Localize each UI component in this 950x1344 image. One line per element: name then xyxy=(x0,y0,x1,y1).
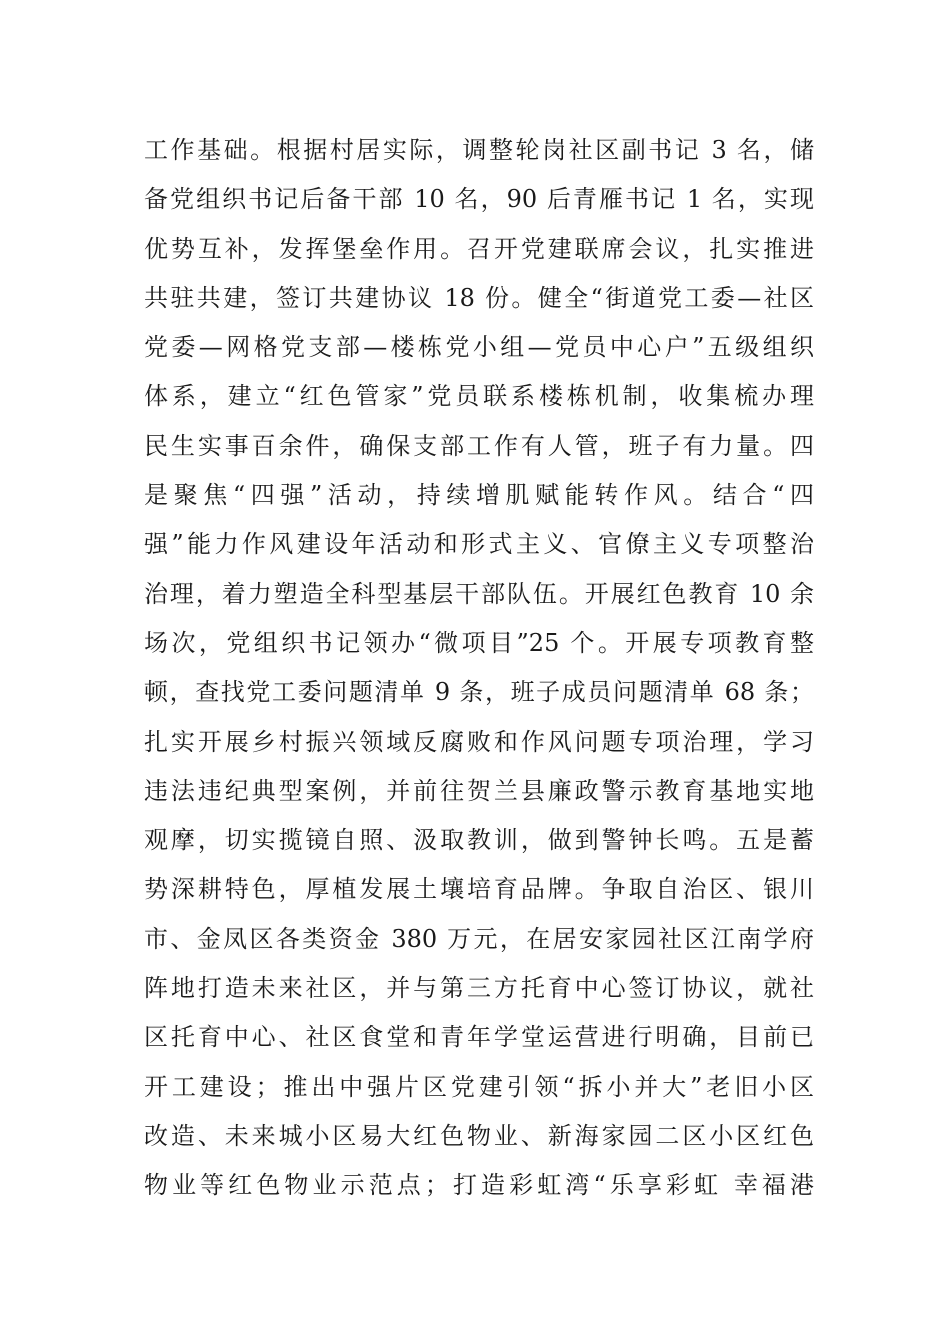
text-line: 改造、未来城小区易大红色物业、新海家园二区小区红色 xyxy=(144,1121,814,1150)
text-line: 扎实开展乡村振兴领域反腐败和作风问题专项治理，学习 xyxy=(144,727,814,756)
text-line: 备党组织书记后备干部 10 名，90 后青雁书记 1 名，实现 xyxy=(144,185,814,214)
text-line: 共驻共建，签订共建协议 18 份。健全“街道党工委—社区 xyxy=(144,283,814,312)
text-line: 工作基础。根据村居实际，调整轮岗社区副书记 3 名，储 xyxy=(144,136,814,164)
text-line: 市、金凤区各类资金 380 万元，在居安家园社区江南学府 xyxy=(144,924,814,953)
text-line: 势深耕特色，厚植发展土壤培育品牌。争取自治区、银川 xyxy=(144,875,814,904)
text-line: 违法违纪典型案例，并前往贺兰县廉政警示教育基地实地 xyxy=(144,776,814,805)
text-line: 强”能力作风建设年活动和形式主义、官僚主义专项整治 xyxy=(144,530,814,559)
text-line: 场次，党组织书记领办“微项目”25 个。开展专项教育整 xyxy=(144,628,814,657)
text-line: 优势互补，发挥堡垒作用。召开党建联席会议，扎实推进 xyxy=(144,234,814,263)
text-line: 党委—网格党支部—楼栋党小组—党员中心户”五级组织 xyxy=(144,333,814,362)
body-paragraph xyxy=(144,126,814,1211)
text-line: 顿，查找党工委问题清单 9 条，班子成员问题清单 68 条； xyxy=(144,678,814,707)
text-line: 是聚焦“四强”活动，持续增肌赋能转作风。结合“四 xyxy=(144,481,814,510)
text-line: 民生实事百余件，确保支部工作有人管，班子有力量。四 xyxy=(144,431,814,460)
text-line: 物业等红色物业示范点；打造彩虹湾“乐享彩虹 幸福港 xyxy=(144,1171,814,1200)
text-line: 区托育中心、社区食堂和青年学堂运营进行明确，目前已 xyxy=(144,1023,814,1052)
text-line: 阵地打造未来社区，并与第三方托育中心签订协议，就社 xyxy=(144,974,814,1003)
text-line: 观摩，切实揽镜自照、汲取教训，做到警钟长鸣。五是蓄 xyxy=(144,826,814,855)
text-line: 治理，着力塑造全科型基层干部队伍。开展红色教育 10 余 xyxy=(144,579,814,608)
text-line: 开工建设；推出中强片区党建引领“拆小并大”老旧小区 xyxy=(144,1072,814,1101)
text-line: 体系，建立“红色管家”党员联系楼栋机制，收集梳办理 xyxy=(144,382,814,411)
